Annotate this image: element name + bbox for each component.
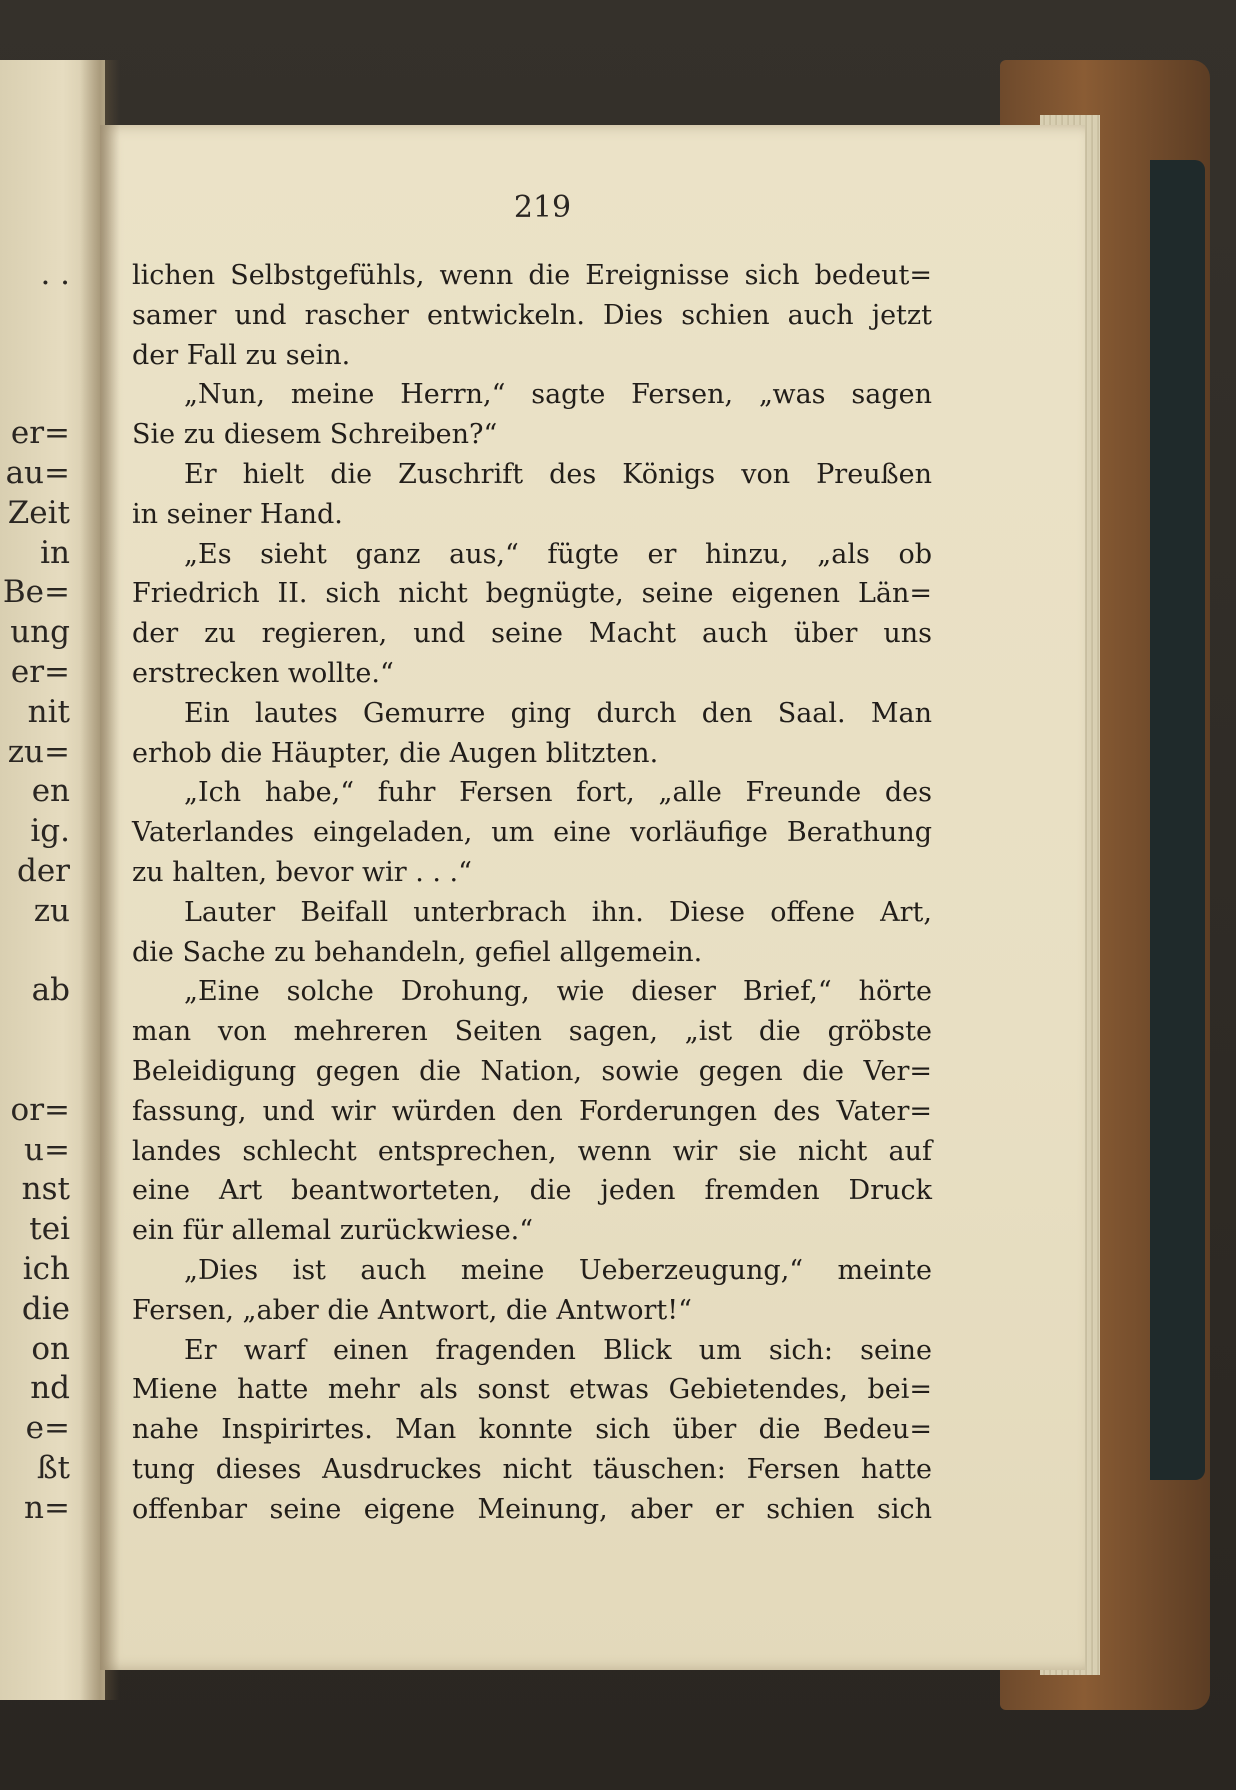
left-fragment: [0, 1051, 70, 1091]
left-fragment: [0, 335, 70, 375]
text-line: lichen Selbstgefühls, wenn die Ereignisse sich bedeut=: [132, 260, 932, 291]
text-line: die Sache zu behandeln, gefiel allgemein.: [132, 936, 703, 968]
left-fragment: ung: [10, 614, 70, 651]
text-line: in seiner Hand.: [132, 498, 343, 530]
left-fragment: die: [21, 1290, 70, 1327]
text-line: Ein lautes Gemurre ging durch den Saal. Man: [184, 697, 932, 729]
text-line: fassung, und wir würden den Forderungen des Vater=: [132, 1095, 932, 1127]
left-fragment: . .: [40, 256, 70, 292]
left-fragment: ßt: [36, 1449, 70, 1486]
cover-corner: [1150, 160, 1205, 1480]
page-body-text: [132, 256, 932, 1530]
text-line: Fersen, „aber die Antwort, die Antwort!“: [132, 1294, 692, 1326]
text-line: Sie zu diesem Schreiben?“: [132, 419, 498, 451]
text-line: man von mehreren Seiten sagen, „ist die gröbste: [132, 1016, 932, 1048]
left-fragment: u=: [24, 1131, 70, 1168]
left-fragment: zu=: [7, 733, 70, 770]
left-fragment: [0, 932, 70, 972]
left-fragment: on: [31, 1330, 70, 1367]
page-number: 219: [513, 190, 572, 225]
left-fragment: n=: [24, 1489, 70, 1526]
text-line: der Fall zu sein.: [132, 339, 351, 371]
text-line: offenbar seine eigene Meinung, aber er schien sich: [132, 1493, 932, 1525]
left-fragment: er=: [10, 415, 70, 452]
left-fragment: tei: [29, 1211, 70, 1248]
text-line: Lauter Beifall unterbrach ihn. Diese offene Art,: [184, 896, 932, 928]
left-fragment: nst: [21, 1171, 70, 1208]
left-fragment: nit: [27, 693, 70, 730]
left-fragment: Zeit: [7, 494, 70, 531]
left-fragment: au=: [5, 454, 70, 491]
text-line: erhob die Häupter, die Augen blitzten.: [132, 737, 659, 769]
text-line: ein für allemal zurückwiese.“: [132, 1215, 534, 1247]
text-line: Friedrich II. sich nicht begnügte, seine eigenen Län=: [132, 578, 932, 610]
text-line: „Eine solche Drohung, wie dieser Brief,“ hörte: [184, 976, 932, 1008]
left-page-text: [0, 255, 70, 1529]
left-fragment: or=: [10, 1091, 70, 1128]
text-line: Er warf einen fragenden Blick um sich: seine: [184, 1334, 932, 1366]
text-line: samer und rascher entwickeln. Dies schien auch jetzt: [132, 299, 932, 331]
text-line: „Dies ist auch meine Ueberzeugung,“ meinte: [184, 1254, 932, 1286]
left-fragment: in: [40, 534, 70, 571]
text-line: „Nun, meine Herrn,“ sagte Fersen, „was sagen: [184, 379, 932, 411]
left-fragment: der: [16, 852, 70, 889]
text-line: Miene hatte mehr als sonst etwas Gebietendes, bei=: [132, 1374, 932, 1406]
text-line: Er hielt die Zuschrift des Königs von Preußen: [184, 458, 932, 490]
left-fragment: Be=: [2, 574, 70, 611]
text-line: landes schlecht entsprechen, wenn wir sie nicht auf: [132, 1135, 932, 1167]
left-fragment: zu: [33, 892, 70, 929]
left-fragment: ich: [22, 1250, 70, 1287]
left-fragment: [0, 1011, 70, 1051]
text-line: zu halten, bevor wir . . .“: [132, 856, 472, 888]
left-fragment: e=: [25, 1410, 70, 1447]
text-line: erstrecken wollte.“: [132, 657, 394, 689]
left-fragment: [0, 374, 70, 414]
text-line: nahe Inspirirtes. Man konnte sich über die Bedeu=: [132, 1414, 932, 1446]
text-line: „Ich habe,“ fuhr Fersen fort, „alle Freunde des: [184, 777, 932, 809]
text-line: eine Art beantworteten, die jeden fremden Druck: [132, 1175, 932, 1207]
left-fragment: ab: [31, 972, 70, 1009]
text-line: der zu regieren, und seine Macht auch über uns: [132, 618, 932, 650]
text-line: Vaterlandes eingeladen, um eine vorläufige Berathung: [132, 817, 932, 849]
left-fragment: nd: [30, 1370, 70, 1407]
left-fragment: [0, 295, 70, 335]
left-fragment: ig.: [30, 813, 70, 850]
left-fragment: er=: [10, 653, 70, 690]
text-line: „Es sieht ganz aus,“ fügte er hinzu, „als ob: [184, 538, 932, 570]
text-line: Beleidigung gegen die Nation, sowie gegen die Ver=: [132, 1055, 932, 1087]
book-gutter: [80, 60, 120, 1700]
text-line: tung dieses Ausdruckes nicht täuschen: Fersen hatte: [132, 1453, 932, 1485]
left-fragment: en: [31, 773, 70, 810]
